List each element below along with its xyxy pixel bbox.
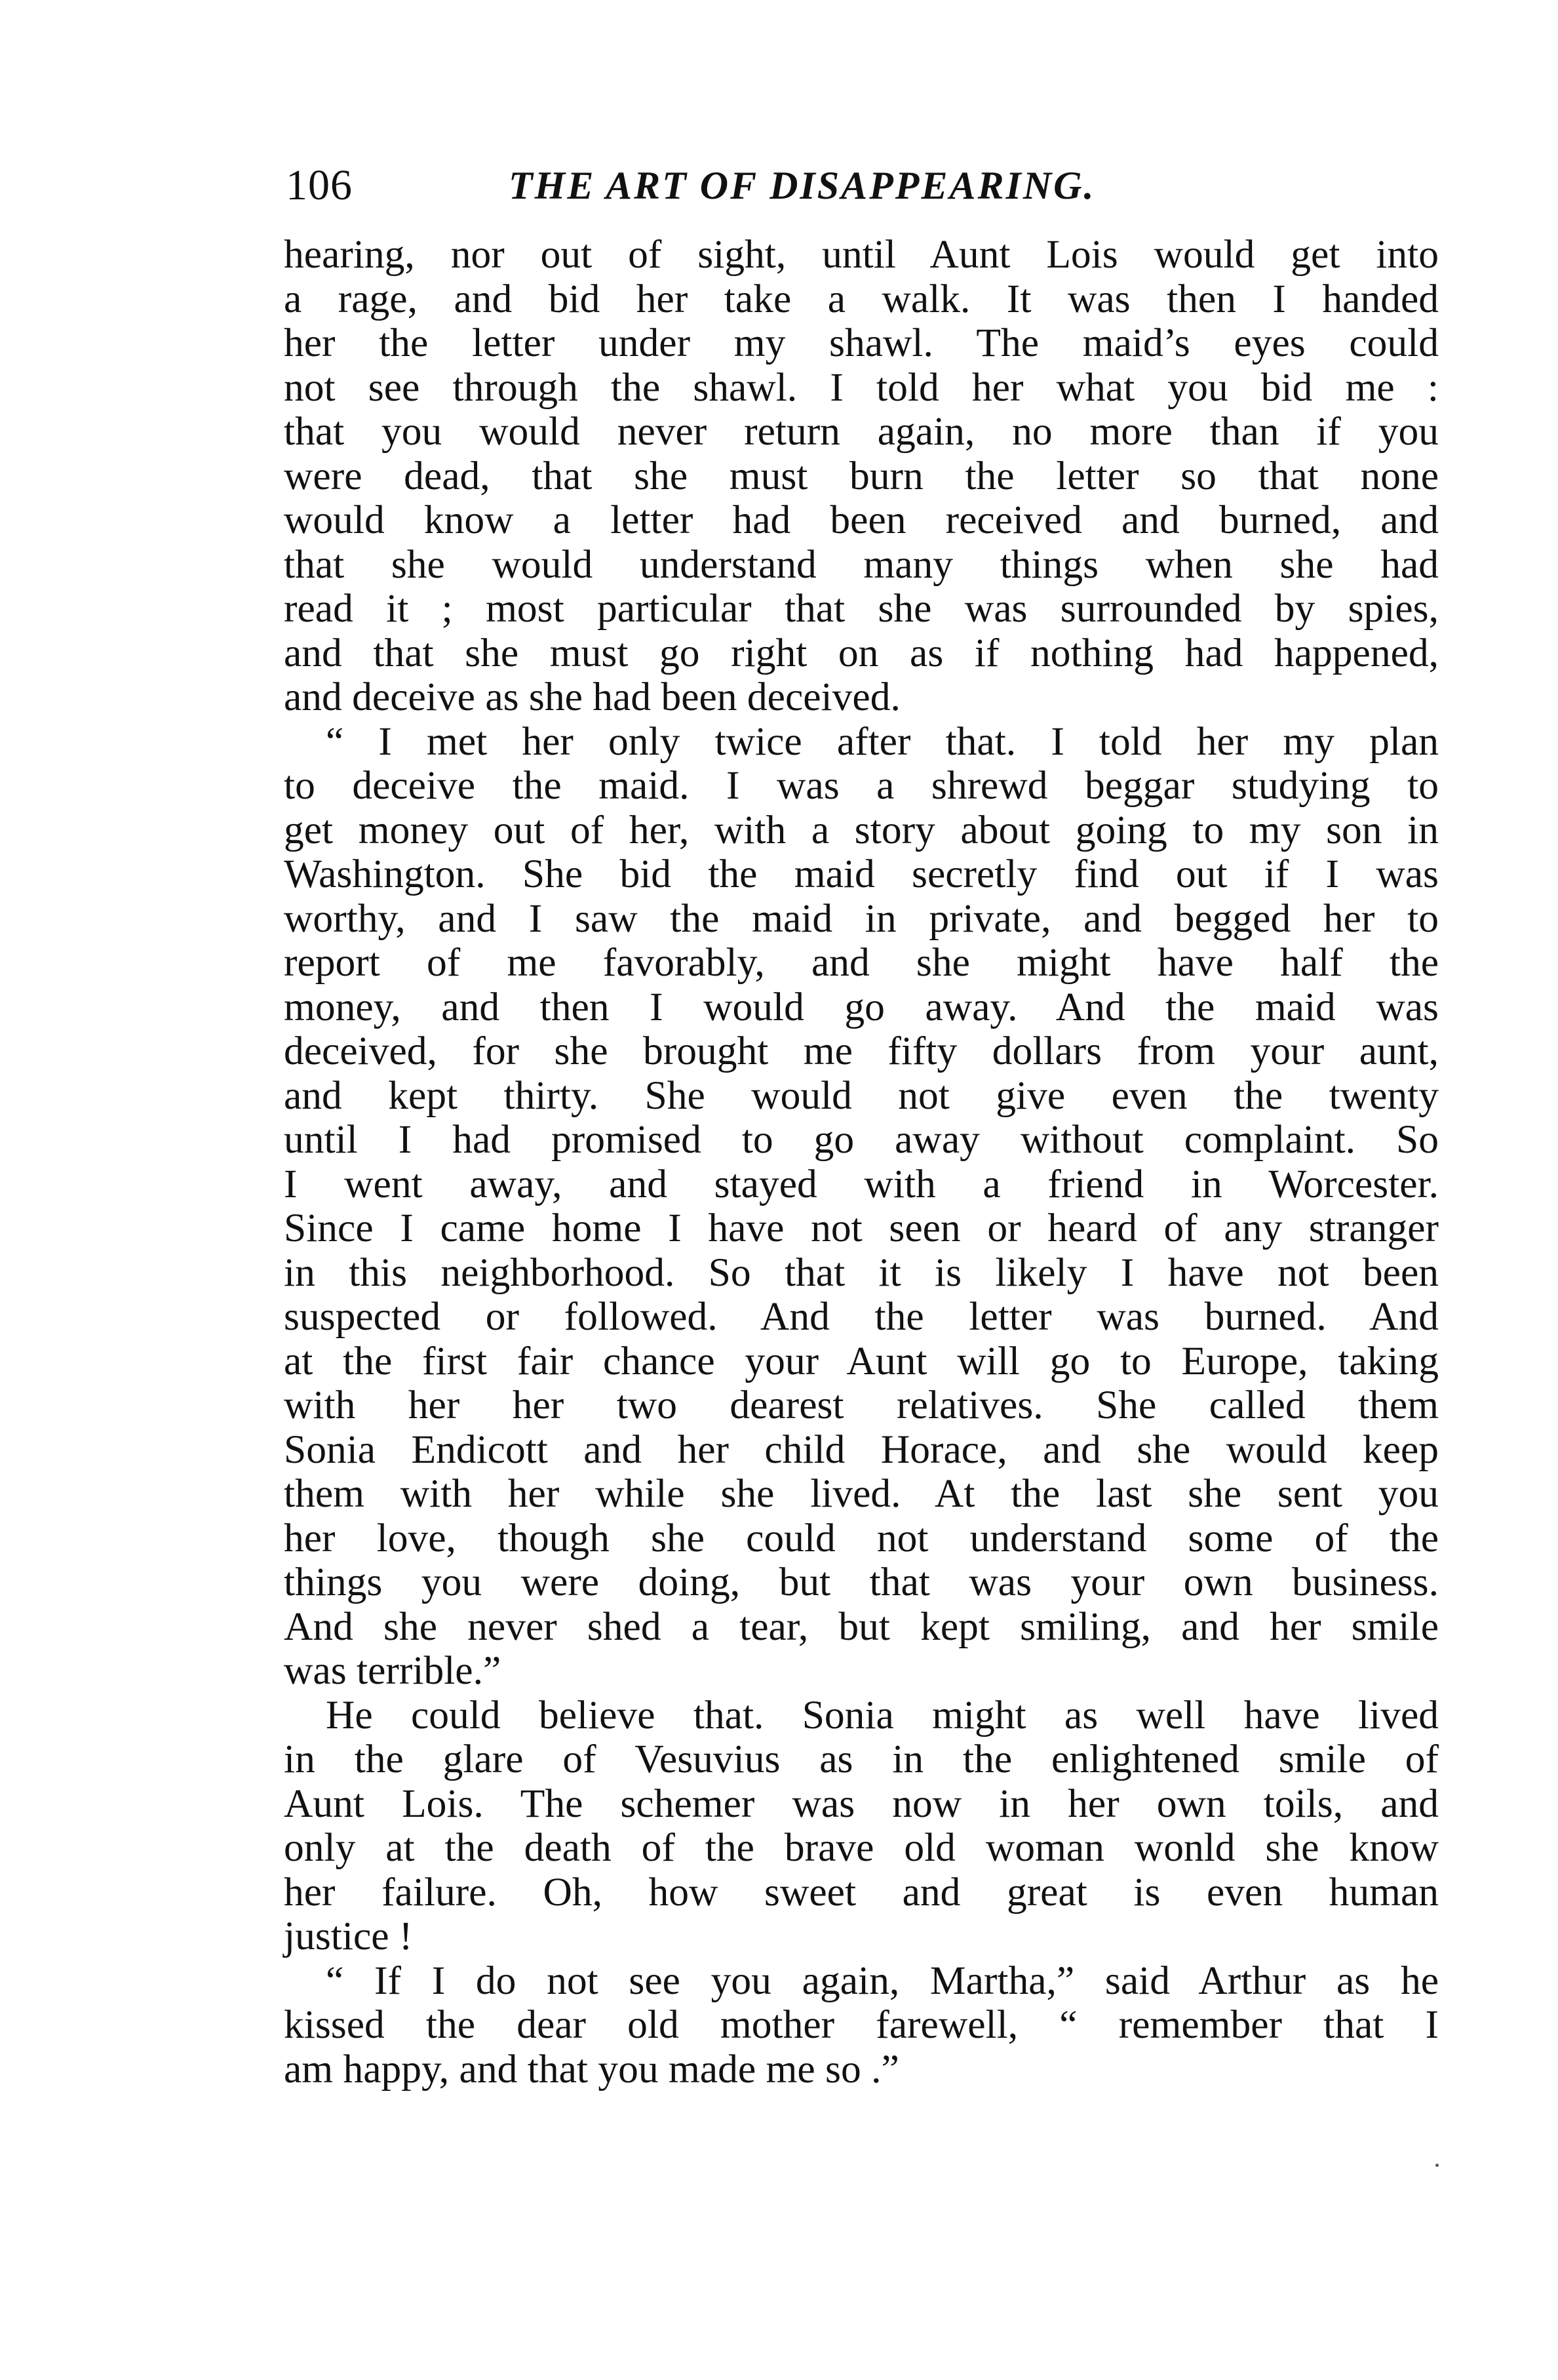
text-line: am happy, and that you made me so .”	[284, 2046, 899, 2092]
text-line: Aunt Lois. The schemer was now in her own toils, and	[284, 1781, 1439, 1826]
text-line: And she never shed a tear, but kept smiling, and her smile	[284, 1604, 1439, 1649]
text-line: get money out of her, with a story about going to my son in	[284, 807, 1439, 852]
text-line: Sonia Endicott and her child Horace, and she would keep	[284, 1427, 1439, 1472]
text-line: not see through the shawl. I told her what you bid me :	[284, 365, 1439, 410]
print-speck	[1435, 2164, 1439, 2167]
text-line: and that she must go right on as if nothing had happened,	[284, 630, 1439, 675]
text-line: until I had promised to go away without complaint. So	[284, 1117, 1439, 1162]
body-text	[284, 233, 1439, 2092]
text-line: her failure. Oh, how sweet and great is even human	[284, 1869, 1439, 1914]
text-line: money, and then I would go away. And the maid was	[284, 984, 1439, 1029]
text-line: and deceive as she had been deceived.	[284, 675, 901, 719]
text-line: that she would understand many things when she had	[284, 542, 1439, 587]
text-line: her love, though she could not understand some of the	[284, 1515, 1439, 1560]
text-line: them with her while she lived. At the last she sent you	[284, 1471, 1439, 1516]
text-line: were dead, that she must burn the letter so that none	[284, 453, 1439, 498]
text-line: justice !	[284, 1914, 413, 1958]
text-line: “ I met her only twice after that. I told her my plan	[326, 719, 1439, 764]
running-title: THE ART OF DISAPPEARING.	[509, 164, 1096, 207]
page-number: 106	[286, 161, 353, 209]
text-line: in this neighborhood. So that it is likely I have not been	[284, 1250, 1439, 1295]
text-line: her the letter under my shawl. The maid’s eyes could	[284, 321, 1439, 365]
text-line: suspected or followed. And the letter was burned. And	[284, 1294, 1439, 1339]
running-head	[286, 156, 1433, 215]
text-line: read it ; most particular that she was surrounded by spies,	[284, 586, 1439, 631]
text-line: I went away, and stayed with a friend in Worcester.	[284, 1161, 1439, 1206]
text-line: would know a letter had been received and burned, and	[284, 498, 1439, 542]
text-line: report of me favorably, and she might have half the	[284, 940, 1439, 985]
text-line: a rage, and bid her take a walk. It was then I handed	[284, 276, 1439, 321]
text-line: things you were doing, but that was your own business.	[284, 1560, 1439, 1604]
text-line: to deceive the maid. I was a shrewd beggar studying to	[284, 763, 1439, 808]
text-line: Since I came home I have not seen or heard of any stranger	[284, 1206, 1439, 1250]
text-line: that you would never return again, no more than if you	[284, 409, 1439, 454]
text-line: at the first fair chance your Aunt will go to Europe, taking	[284, 1338, 1439, 1383]
text-line: deceived, for she brought me fifty dollars from your aunt,	[284, 1029, 1439, 1073]
text-line: worthy, and I saw the maid in private, and begged her to	[284, 896, 1439, 941]
text-line: “ If I do not see you again, Martha,” said Arthur as he	[326, 1958, 1439, 2003]
text-line: in the glare of Vesuvius as in the enlightened smile of	[284, 1737, 1439, 1781]
text-line: only at the death of the brave old woman wonld she know	[284, 1825, 1439, 1870]
text-line: He could believe that. Sonia might as well have lived	[326, 1692, 1439, 1737]
text-line: Washington. She bid the maid secretly find out if I was	[284, 852, 1439, 896]
text-line: was terrible.”	[284, 1648, 501, 1693]
text-line: hearing, nor out of sight, until Aunt Lois would get into	[284, 232, 1439, 277]
text-line: kissed the dear old mother farewell, “ remember that I	[284, 2002, 1439, 2047]
text-line: with her her two dearest relatives. She called them	[284, 1383, 1439, 1427]
text-line: and kept thirty. She would not give even the twenty	[284, 1073, 1439, 1118]
